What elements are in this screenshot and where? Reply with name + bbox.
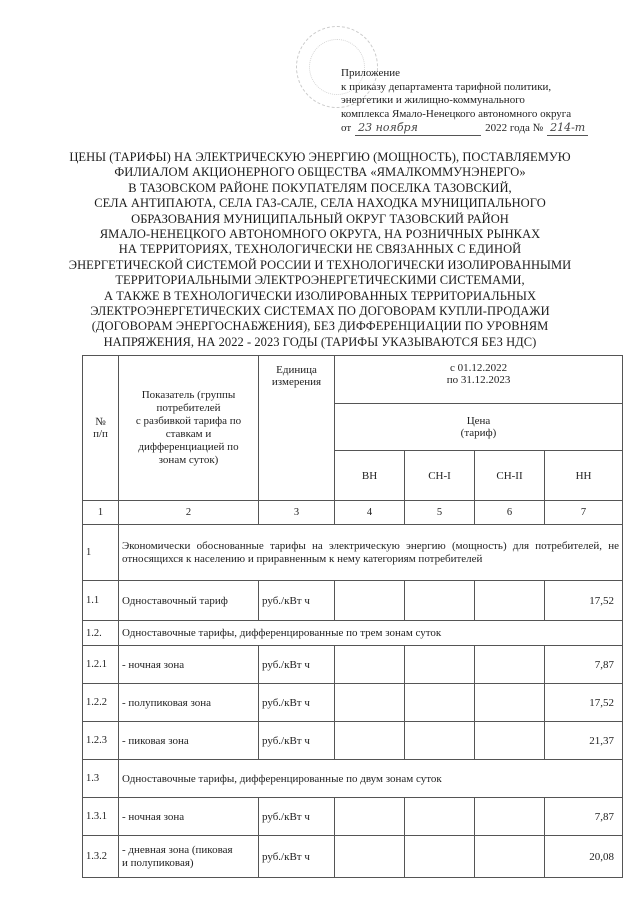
heading-line: ЯМАЛО-НЕНЕЦКОГО АВТОНОМНОГО ОКРУГА, НА РОЗНИЧНЫХ РЫНКАХ <box>99 227 541 242</box>
row-unit: руб./кВт ч <box>259 684 335 722</box>
tariff-table <box>82 355 623 878</box>
row-name: - дневная зона (пиковая и полупиковая) <box>119 836 259 878</box>
row-number: 1 <box>83 525 119 581</box>
col-number: 5 <box>405 501 475 525</box>
heading-line: В ТАЗОВСКОМ РАЙОНЕ ПОКУПАТЕЛЯМ ПОСЕЛКА ТАЗОВСКИЙ, <box>128 180 512 195</box>
table-row <box>83 836 623 878</box>
handwritten-order-number: 214-т <box>547 121 588 136</box>
appendix-line: энергетики и жилищно-коммунального <box>341 94 525 107</box>
heading-line: ЭНЕРГЕТИЧЕСКОЙ СИСТЕМОЙ РОССИИ И ТЕХНОЛОГИЧЕСКИ ИЗОЛИРОВАННЫМИ <box>68 257 572 272</box>
level-sn2: СН-II <box>475 451 545 501</box>
appendix-title: Приложение <box>341 67 401 79</box>
cell-nn: 20,08 <box>545 836 623 878</box>
cell-nn: 7,87 <box>545 646 623 684</box>
cell-sn2 <box>475 798 545 836</box>
col-number: 3 <box>259 501 335 525</box>
row-name: - полупиковая зона <box>119 684 259 722</box>
table-row <box>83 798 623 836</box>
cell-vn <box>335 581 405 621</box>
cell-sn2 <box>475 684 545 722</box>
table-row <box>83 581 623 621</box>
cell-sn1 <box>405 646 475 684</box>
row-number: 1.3.2 <box>83 836 119 878</box>
cell-sn1 <box>405 722 475 760</box>
table-row <box>83 722 623 760</box>
section-row <box>83 760 623 798</box>
heading-line: НА ТЕРРИТОРИЯХ, ТЕХНОЛОГИЧЕСКИ НЕ СВЯЗАННЫХ С ЕДИНОЙ <box>118 242 522 257</box>
year-text: 2022 года № <box>485 122 544 135</box>
cell-sn1 <box>405 798 475 836</box>
level-vn: ВН <box>335 451 405 501</box>
column-numbers-row <box>83 501 623 525</box>
col-number: 4 <box>335 501 405 525</box>
cell-sn2 <box>475 581 545 621</box>
header-row <box>83 356 623 404</box>
row-unit: руб./кВт ч <box>259 581 335 621</box>
cell-vn <box>335 684 405 722</box>
section-row <box>83 525 623 581</box>
col-number: 7 <box>545 501 623 525</box>
table-row <box>83 684 623 722</box>
level-sn1: СН-I <box>405 451 475 501</box>
header-num: № п/п <box>83 356 119 501</box>
row-unit: руб./кВт ч <box>259 722 335 760</box>
heading-line: (ДОГОВОРАМ ЭНЕРГОСНАБЖЕНИЯ), БЕЗ ДИФФЕРЕНЦИАЦИИ ПО УРОВНЯМ <box>91 319 549 334</box>
heading-line: ЭЛЕКТРОЭНЕРГЕТИЧЕСКИХ СИСТЕМАХ ПО ДОГОВОРАМ КУПЛИ-ПРОДАЖИ <box>90 304 550 319</box>
level-nn: НН <box>545 451 623 501</box>
section-row <box>83 621 623 646</box>
row-unit: руб./кВт ч <box>259 836 335 878</box>
col-number: 2 <box>119 501 259 525</box>
handwritten-date: 23 ноября <box>355 121 481 136</box>
cell-nn: 7,87 <box>545 798 623 836</box>
cell-nn: 21,37 <box>545 722 623 760</box>
header-unit: Единица измерения <box>259 356 335 501</box>
row-unit: руб./кВт ч <box>259 646 335 684</box>
col-number: 6 <box>475 501 545 525</box>
section-text: Экономически обоснованные тарифы на электрическую энергию (мощность) для потребителей, не относящихся к населению и приравненным к нему категориям потребителей <box>119 525 623 581</box>
cell-sn1 <box>405 684 475 722</box>
cell-sn1 <box>405 836 475 878</box>
heading-line: ТЕРРИТОРИАЛЬНЫМИ ЭЛЕКТРОЭНЕРГЕТИЧЕСКИМИ СИСТЕМАМИ, <box>115 273 525 288</box>
row-name: - ночная зона <box>119 798 259 836</box>
heading-line: СЕЛА АНТИПАЮТА, СЕЛА ГАЗ-САЛЕ, СЕЛА НАХОДКА МУНИЦИПАЛЬНОГО <box>94 196 546 211</box>
cell-vn <box>335 646 405 684</box>
heading-line: ЦЕНЫ (ТАРИФЫ) НА ЭЛЕКТРИЧЕСКУЮ ЭНЕРГИЮ (МОЩНОСТЬ), ПОСТАВЛЯЕМУЮ <box>69 150 571 164</box>
cell-vn <box>335 722 405 760</box>
cell-sn1 <box>405 581 475 621</box>
appendix-block <box>341 67 631 136</box>
row-number: 1.2.3 <box>83 722 119 760</box>
heading-line: НАПРЯЖЕНИЯ, НА 2022 - 2023 ГОДЫ (ТАРИФЫ УКАЗЫВАЮТСЯ БЕЗ НДС) <box>103 334 537 349</box>
document-heading <box>40 150 600 350</box>
row-number: 1.3.1 <box>83 798 119 836</box>
date-prefix: от <box>341 122 352 135</box>
heading-line: А ТАКЖЕ В ТЕХНОЛОГИЧЕСКИ ИЗОЛИРОВАННЫХ ТЕРРИТОРИАЛЬНЫХ <box>103 288 537 303</box>
appendix-line: комплекса Ямало-Ненецкого автономного округа <box>341 107 572 120</box>
row-number: 1.2. <box>83 621 119 646</box>
row-number: 1.2.2 <box>83 684 119 722</box>
row-name: Одноставочный тариф <box>119 581 259 621</box>
heading-line: ФИЛИАЛОМ АКЦИОНЕРНОГО ОБЩЕСТВА «ЯМАЛКОММУНЭНЕРГО» <box>114 165 526 180</box>
heading-line: ОБРАЗОВАНИЯ МУНИЦИПАЛЬНЫЙ ОКРУГ ТАЗОВСКИЙ РАЙОН <box>131 211 509 226</box>
section-text: Одноставочные тарифы, дифференцированные по трем зонам суток <box>119 621 623 646</box>
header-period: с 01.12.2022 по 31.12.2023 <box>335 356 623 404</box>
cell-sn2 <box>475 836 545 878</box>
row-name: - пиковая зона <box>119 722 259 760</box>
row-unit: руб./кВт ч <box>259 798 335 836</box>
header-price: Цена (тариф) <box>335 404 623 451</box>
cell-nn: 17,52 <box>545 581 623 621</box>
appendix-date-line <box>341 121 631 136</box>
header-indicator: Показатель (группы потребителей с разбивкой тарифа по ставкам и дифференциацией по зонам суток) <box>119 356 259 501</box>
cell-vn <box>335 836 405 878</box>
table-row <box>83 646 623 684</box>
cell-nn: 17,52 <box>545 684 623 722</box>
cell-vn <box>335 798 405 836</box>
row-number: 1.2.1 <box>83 646 119 684</box>
row-number: 1.1 <box>83 581 119 621</box>
cell-sn2 <box>475 646 545 684</box>
col-number: 1 <box>83 501 119 525</box>
section-text: Одноставочные тарифы, дифференцированные по двум зонам суток <box>119 760 623 798</box>
appendix-line: к приказу департамента тарифной политики, <box>341 80 552 93</box>
cell-sn2 <box>475 722 545 760</box>
row-number: 1.3 <box>83 760 119 798</box>
row-name: - ночная зона <box>119 646 259 684</box>
